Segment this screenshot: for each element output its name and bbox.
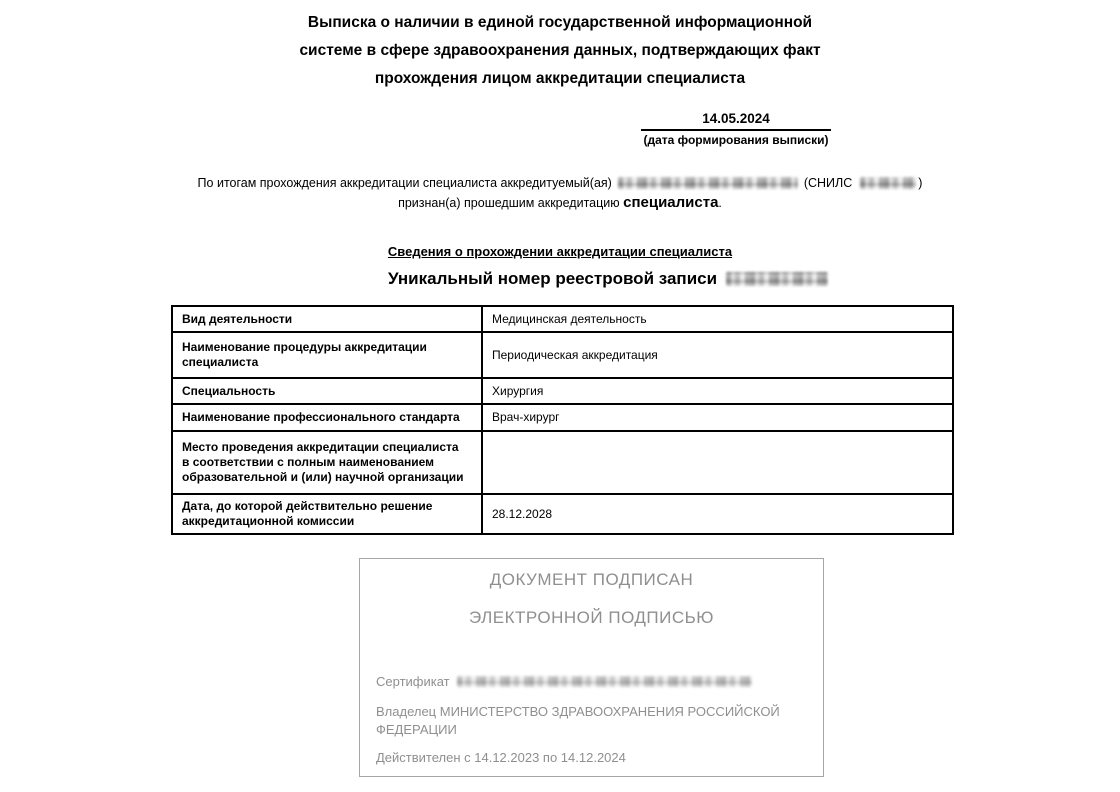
signature-stamp-line-1: ДОКУМЕНТ ПОДПИСАН	[489, 570, 694, 589]
certificate-line	[376, 674, 811, 689]
section-heading: Сведения о прохождении аккредитации специалиста	[387, 244, 733, 259]
redacted-snils-number	[860, 177, 916, 189]
document-title	[0, 9, 1120, 93]
row-value-cell	[482, 431, 953, 494]
accreditation-details-table	[171, 305, 954, 535]
intro-part1: По итогам прохождения аккредитации специалиста аккредитуемый(ая)	[197, 176, 612, 190]
table-row	[172, 378, 953, 404]
intro-line-2	[0, 193, 1120, 213]
certificate-validity: Действителен с 14.12.2023 по 14.12.2024	[376, 750, 626, 765]
row-value-cell: Врач-хирург	[482, 404, 953, 431]
row-label-cell: Специальность	[172, 378, 482, 404]
formation-date-caption: (дата формирования выписки)	[643, 133, 829, 147]
row-label-cell: Дата, до которой действительно решение аккредитационной комиссии	[172, 494, 482, 534]
table-row	[172, 431, 953, 494]
row-value-cell: Хирургия	[482, 378, 953, 404]
row-label-cell: Наименование профессионального стандарта	[172, 404, 482, 431]
row-label-cell: Наименование процедуры аккредитации специалиста	[172, 332, 482, 378]
row-value-cell: Периодическая аккредитация	[482, 332, 953, 378]
certificate-label: Сертификат	[376, 674, 450, 689]
formation-date-block	[641, 111, 831, 147]
intro-snils-label: (СНИЛС	[803, 176, 853, 190]
row-value-cell: 28.12.2028	[482, 494, 953, 534]
document-title-line-1: Выписка о наличии в единой государственной информационной	[307, 14, 813, 31]
intro-part2: признан(а) прошедшим аккредитацию	[398, 196, 620, 210]
row-label-cell: Место проведения аккредитации специалиста в соответствии с полным наименованием образовательной и (или) научной организации	[172, 431, 482, 494]
registry-number-label: Уникальный номер реестровой записи	[387, 269, 718, 288]
document-title-line-2: системе в сфере здравоохранения данных, подтверждающих факт	[299, 42, 821, 59]
electronic-signature-stamp	[359, 558, 824, 777]
redacted-registry-record-number	[726, 272, 828, 286]
redacted-certificate-serial	[457, 676, 752, 687]
registry-number-line	[0, 269, 1120, 289]
document-title-line-3: прохождения лицом аккредитации специалиста	[374, 70, 746, 87]
table-row	[172, 404, 953, 431]
table-row	[172, 494, 953, 534]
intro-line-1	[0, 173, 1120, 193]
signature-stamp-line-2: ЭЛЕКТРОННОЙ ПОДПИСЬЮ	[469, 608, 714, 627]
intro-emphasis-specialist: специалиста	[623, 194, 719, 211]
row-value-cell: Медицинская деятельность	[482, 306, 953, 332]
intro-period: .	[718, 196, 722, 210]
table-row	[172, 332, 953, 378]
redacted-accredited-person-name	[618, 177, 798, 189]
intro-paragraph	[0, 173, 1120, 213]
intro-close-paren: )	[918, 176, 923, 190]
formation-date-value: 14.05.2024	[641, 111, 831, 131]
table-row	[172, 306, 953, 332]
certificate-owner: Владелец МИНИСТЕРСТВО ЗДРАВООХРАНЕНИЯ РОССИЙСКОЙ ФЕДЕРАЦИИ	[376, 704, 780, 737]
row-label-cell: Вид деятельности	[172, 306, 482, 332]
